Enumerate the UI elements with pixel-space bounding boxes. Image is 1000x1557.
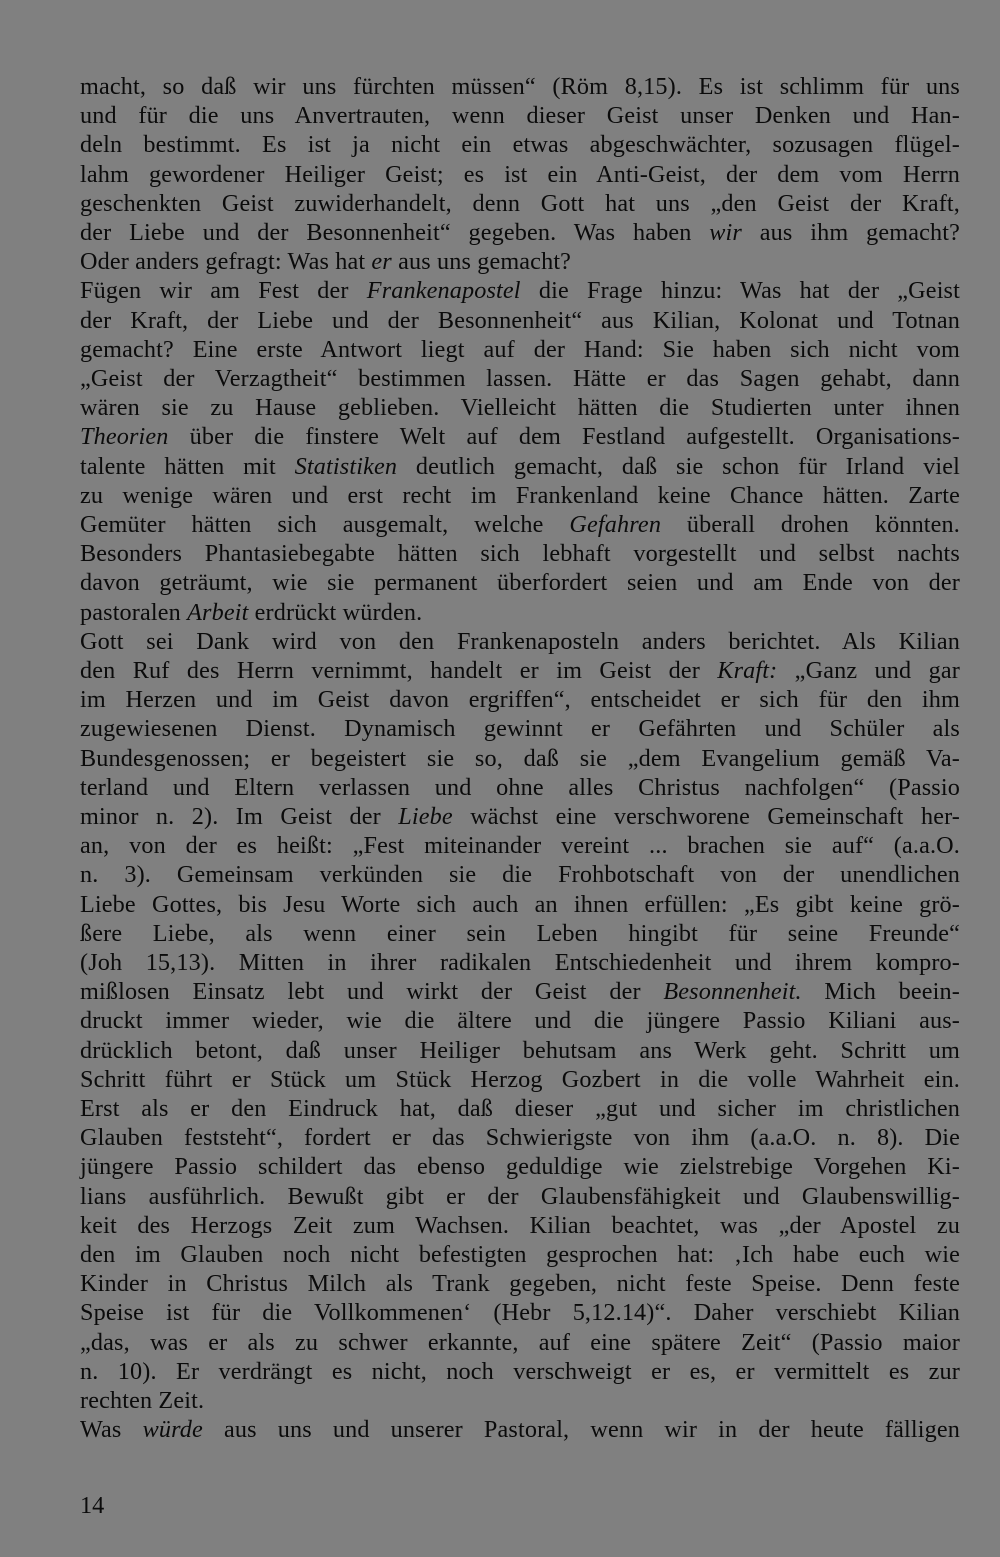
text-segment: macht, so daß wir uns fürchten müssen“ (Röm 8,15). Es ist schlimm für uns — [80, 73, 960, 100]
text-line — [80, 831, 960, 861]
text-line — [80, 919, 960, 949]
text-segment: jüngere Passio schildert das ebenso geduldige wie zielstrebige Vorgehen Ki- — [80, 1153, 960, 1181]
emphasis-text: Gefahren — [569, 511, 662, 538]
text-line — [80, 977, 960, 1007]
text-line — [80, 1006, 960, 1036]
text-segment: „Ganz und gar — [777, 657, 960, 684]
emphasis-text: wir — [709, 219, 742, 246]
text-line — [80, 422, 960, 452]
text-segment: aus uns gemacht? — [391, 248, 572, 276]
text-segment: Fügen wir am Fest der — [80, 277, 367, 305]
text-segment: Speise ist für die Vollkommenen‘ (Hebr 5,12.14)“. Daher verschiebt Kilian — [80, 1299, 960, 1327]
text-segment: (Joh 15,13). Mitten in ihrer radikalen Entschiedenheit und ihrem kompro- — [80, 949, 960, 976]
text-line — [80, 685, 960, 715]
text-segment: Gott sei Dank wird von den Frankenaposteln anders berichtet. Als Kilian — [80, 627, 960, 655]
text-line — [80, 948, 960, 978]
text-segment: wächst eine verschworene Gemeinschaft her- — [452, 803, 960, 830]
text-segment: talente hätten mit — [80, 452, 295, 480]
text-line — [80, 1152, 960, 1182]
text-segment: minor n. 2). Im Geist der — [80, 803, 399, 830]
text-segment: Was — [80, 1416, 143, 1444]
text-line — [80, 218, 960, 248]
text-line — [80, 890, 960, 920]
text-segment: an, von der es heißt: „Fest miteinander vereint ... brachen sie auf“ (a.a.O. — [80, 832, 960, 860]
text-segment: gemacht? Eine erste Antwort liegt auf der Hand: Sie haben sich nicht vom — [80, 335, 960, 363]
text-segment: der Liebe und der Besonnenheit“ gegeben. Was haben — [80, 219, 710, 246]
text-segment: aus ihm gemacht? — [741, 219, 960, 246]
text-segment: druckt immer wieder, wie die ältere und die jüngere Passio Kiliani aus- — [80, 1007, 960, 1035]
text-segment: deln bestimmt. Es ist ja nicht ein etwas abgeschwächter, sozusagen flügel- — [80, 131, 960, 159]
text-segment: die Frage hinzu: Was hat der „Geist — [520, 277, 960, 305]
text-line — [80, 860, 960, 890]
text-segment: davon geträumt, wie sie permanent überfordert seien und am Ende von der — [80, 569, 960, 597]
text-line — [80, 1415, 960, 1445]
text-segment: wären sie zu Hause geblieben. Vielleicht hätten die Studierten unter ihnen — [80, 394, 960, 422]
text-segment: deutlich gemacht, daß sie schon für Irland viel — [397, 452, 960, 480]
text-line — [80, 364, 960, 394]
emphasis-text: Frankenapostel — [366, 277, 521, 305]
text-segment: Bundesgenossen; er begeistert sie so, daß sie „dem Evangelium gemäß Va- — [80, 744, 960, 772]
text-line — [80, 452, 960, 482]
text-segment: Kinder in Christus Milch als Trank gegeben, nicht feste Speise. Denn feste — [80, 1270, 960, 1298]
text-line — [80, 481, 960, 511]
text-segment: den Ruf des Herrn vernimmt, handelt er im Geist der — [80, 657, 718, 684]
text-segment: der Kraft, der Liebe und der Besonnenheit“ aus Kilian, Kolonat und Totnan — [80, 306, 960, 334]
text-line — [80, 101, 960, 131]
text-line — [80, 189, 960, 219]
text-segment: n. 10). Er verdrängt es nicht, noch verschweigt er es, er vermittelt es zur — [80, 1357, 960, 1385]
text-line — [80, 335, 960, 365]
text-segment: terland und Eltern verlassen und ohne alles Christus nachfolgen“ (Passio — [80, 773, 960, 801]
text-line — [80, 773, 960, 803]
text-segment: den im Glauben noch nicht befestigten gesprochen hat: ‚Ich habe euch wie — [80, 1241, 960, 1268]
text-line — [80, 1298, 960, 1328]
emphasis-text: Statistiken — [294, 452, 398, 480]
emphasis-text: Theorien — [80, 423, 169, 451]
text-line — [80, 568, 960, 598]
text-line — [80, 130, 960, 160]
text-line — [80, 1123, 960, 1153]
text-segment: Liebe Gottes, bis Jesu Worte sich auch an ihnen erfüllen: „Es gibt keine grö- — [80, 890, 960, 918]
text-line — [80, 1094, 960, 1124]
text-segment: n. 3). Gemeinsam verkünden sie die Frohbotschaft von der unendlichen — [80, 861, 960, 889]
text-segment: keit des Herzogs Zeit zum Wachsen. Kilian beachtet, was „der Apostel zu — [80, 1211, 960, 1239]
text-line — [80, 1328, 960, 1358]
text-line — [80, 160, 960, 190]
text-segment: mißlosen Einsatz lebt und wirkt der Geist der — [80, 978, 664, 1006]
text-segment: Mich beein- — [801, 978, 960, 1006]
text-line — [80, 1065, 960, 1095]
emphasis-text: würde — [142, 1416, 203, 1444]
text-segment: rechten Zeit. — [80, 1387, 205, 1414]
text-segment: Glauben feststeht“, fordert er das Schwierigste von ihm (a.a.O. n. 8). Die — [80, 1124, 960, 1152]
text-line — [80, 276, 960, 306]
text-line — [80, 1182, 960, 1212]
text-segment: Besonders Phantasiebegabte hätten sich lebhaft vorgestellt und selbst nachts — [80, 540, 960, 568]
text-line — [80, 1240, 960, 1270]
text-segment: drücklich betont, daß unser Heiliger behutsam ans Werk geht. Schritt um — [80, 1036, 960, 1064]
text-segment: zu wenige wären und erst recht im Frankenland keine Chance hätten. Zarte — [80, 481, 960, 509]
text-segment: geschenkten Geist zuwiderhandelt, denn Gott hat uns „den Geist der Kraft, — [80, 189, 960, 217]
text-segment: aus uns und unserer Pastoral, wenn wir in der heute fälligen — [202, 1416, 960, 1444]
text-line — [80, 598, 960, 628]
text-line — [80, 1386, 960, 1416]
text-line — [80, 247, 960, 277]
text-segment: erdrückt würden. — [248, 598, 423, 626]
text-line — [80, 627, 960, 657]
text-segment: überall drohen könnten. — [661, 511, 961, 538]
text-segment: lians ausführlich. Bewußt gibt er der Glaubensfähigkeit und Glaubenswillig- — [80, 1182, 960, 1210]
emphasis-text: er — [371, 248, 392, 276]
emphasis-text: Kraft: — [717, 657, 778, 684]
text-line — [80, 744, 960, 774]
text-segment: über die finstere Welt auf dem Festland aufgestellt. Organisations- — [168, 423, 960, 451]
text-segment: im Herzen und im Geist davon ergriffen“, entscheidet er sich für den ihm — [80, 686, 960, 714]
text-segment: ßere Liebe, als wenn einer sein Leben hingibt für seine Freunde“ — [80, 919, 960, 947]
text-line — [80, 539, 960, 569]
page-number: 14 — [80, 1492, 105, 1519]
text-segment: Erst als er den Eindruck hat, daß dieser „gut und sicher im christlichen — [80, 1095, 960, 1122]
text-segment: Oder anders gefragt: Was hat — [80, 248, 372, 276]
text-line — [80, 510, 960, 540]
text-line — [80, 1357, 960, 1387]
text-segment: zugewiesenen Dienst. Dynamisch gewinnt er Gefährten und Schüler als — [80, 715, 960, 743]
text-line — [80, 656, 960, 686]
text-line — [80, 1211, 960, 1241]
text-line — [80, 393, 960, 423]
text-segment: pastoralen — [80, 598, 188, 626]
text-line — [80, 714, 960, 744]
text-segment: Gemüter hätten sich ausgemalt, welche — [80, 511, 570, 538]
text-line — [80, 1036, 960, 1066]
text-line — [80, 802, 960, 832]
emphasis-text: Arbeit — [187, 598, 249, 626]
text-segment: und für die uns Anvertrauten, wenn dieser Geist unser Denken und Han- — [80, 102, 960, 130]
text-line — [80, 306, 960, 336]
emphasis-text: Liebe — [398, 803, 453, 830]
text-line — [80, 1269, 960, 1299]
text-line — [80, 72, 960, 102]
text-segment: „Geist der Verzagtheit“ bestimmen lassen. Hätte er das Sagen gehabt, dann — [80, 365, 960, 392]
text-segment: „das, was er als zu schwer erkannte, auf eine spätere Zeit“ (Passio maior — [80, 1328, 960, 1356]
emphasis-text: Besonnenheit. — [663, 978, 802, 1006]
text-segment: Schritt führt er Stück um Stück Herzog Gozbert in die volle Wahrheit ein. — [80, 1065, 960, 1093]
text-segment: lahm gewordener Heiliger Geist; es ist ein Anti-Geist, der dem vom Herrn — [80, 160, 960, 188]
